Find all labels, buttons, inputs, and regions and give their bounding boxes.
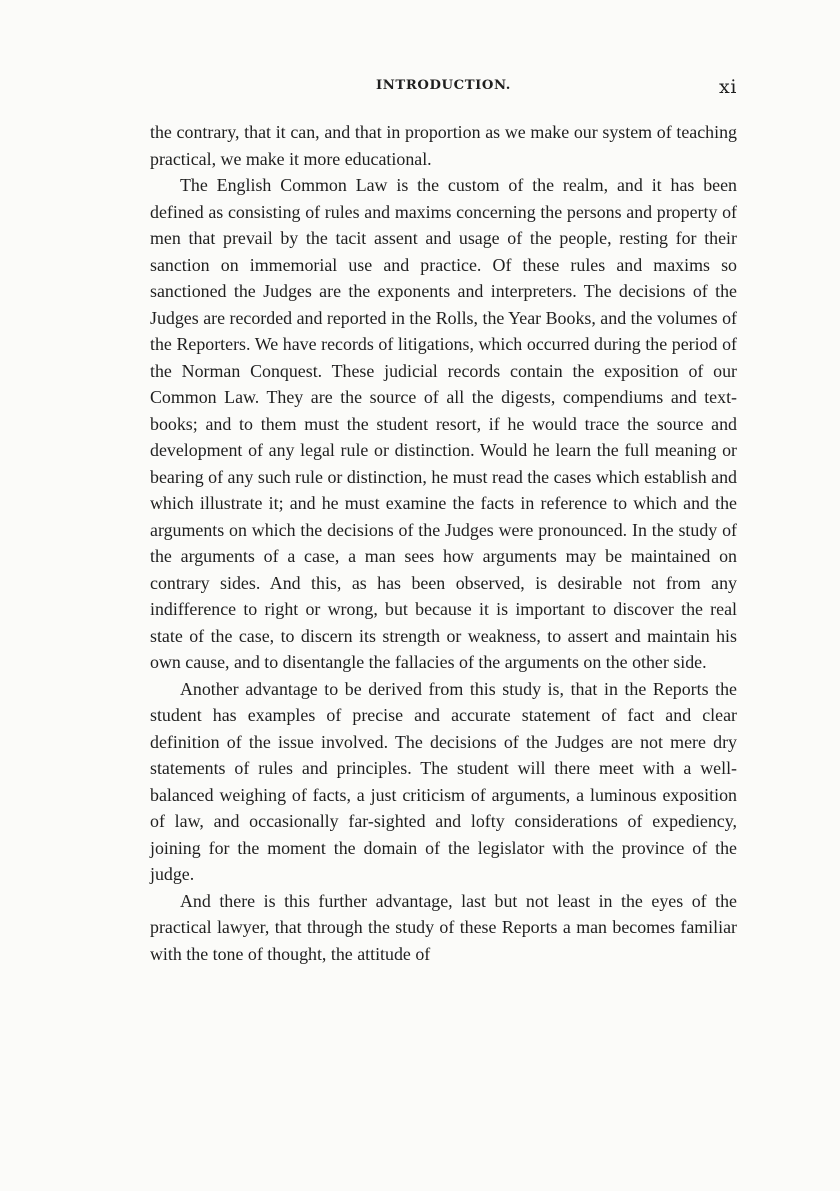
paragraph-continuation: the contrary, that it can, and that in proportion as we make our system of teaching practical, we make it more educational.: [150, 122, 737, 169]
page-number: xi: [719, 76, 737, 98]
paragraph-common-law: The English Common Law is the custom of the realm, and it has been defined as consisting of rules and maxims concerning the persons and property of men that prevail by the tacit assent and usage of the people, resting for their sanction on immemorial use and practice. Of these rules and maxims so sanctioned the Judges are the exponents and interpreters. The decisions of the Judges are recorded and reported in the Rolls, the Year Books, and the volumes of the Reporters. We have records of litigations, which occurred during the period of the Norman Conquest. These judicial records contain the exposition of our Common Law. They are the source of all the digests, compendiums and text-books; and to them must the student resort, if he would trace the source and development of any legal rule or distinction. Would he learn the full meaning or bearing of any such rule or distinction, he must read the cases which establish and which illustrate it; and he must examine the facts in reference to which and the arguments on which the decisions of the Judges were pronounced. In the study of the arguments of a case, a man sees how arguments may be maintained on contrary sides. And this, as has been observed, is desirable not from any indifference to right or wrong, but because it is important to discover the real state of the case, to discern its strength or weakness, to assert and maintain his own cause, and to disentangle the fallacies of the arguments on the other side.: [150, 175, 737, 672]
body-text: [150, 119, 737, 967]
running-title: INTRODUCTION.: [376, 78, 511, 93]
page-header: [150, 78, 737, 102]
paragraph-practical-lawyer: And there is this further advantage, last but not least in the eyes of the practical lawyer, that through the study of these Reports a man becomes familiar with the tone of thought, the attitude of: [150, 890, 737, 964]
paragraph-reports-advantage: Another advantage to be derived from this study is, that in the Reports the student has examples of precise and accurate statement of fact and clear definition of the issue involved. The decisions of the Judges are not mere dry statements of rules and principles. The student will there meet with a well-balanced weighing of facts, a just criticism of arguments, a luminous exposition of law, and occasionally far-sighted and lofty considerations of expediency, joining for the moment the domain of the legislator with the province of the judge.: [150, 678, 737, 884]
